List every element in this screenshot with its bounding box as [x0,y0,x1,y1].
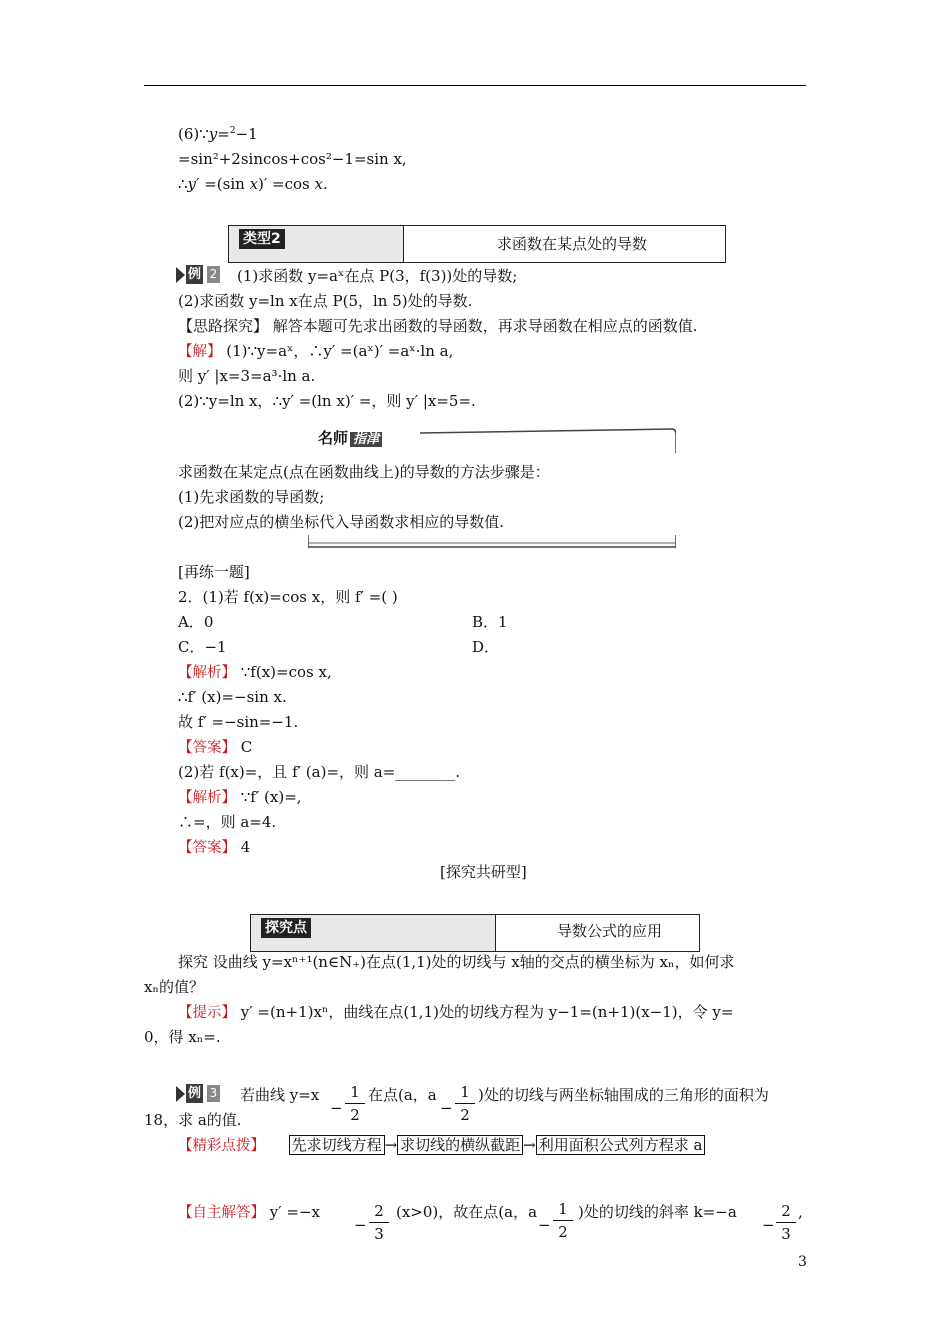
text: y [208,125,218,143]
solution-label: 【解】 [178,344,222,360]
numerator: 2 [781,1202,791,1220]
text-line: (2)∵y=ln x，∴y′ =(ln x)′ =，则 y′ |x=5=. [178,392,476,410]
type-tag: 类型2 [239,229,285,249]
denominator: 3 [374,1225,384,1243]
step-box: 求切线的横纵截距 [397,1135,523,1155]
text: 若曲线 y=x [240,1086,320,1104]
example-number: 2 [207,266,220,283]
divider [495,915,496,951]
text: ∴ [178,175,188,193]
explore-header-box [250,914,700,952]
option-d: D． [472,638,500,656]
text-line [178,124,258,144]
text: (6)∵ [178,125,209,143]
text-line: (2)把对应点的横坐标代入导函数求相应的导数值. [178,513,505,531]
text-line: xₙ的值？ [144,978,204,996]
triangle-icon [176,1086,185,1102]
text-line: 求函数在某定点(点在函数曲线上)的导数的方法步骤是： [178,463,550,481]
text: =(sin [199,175,250,193]
fraction-bar [345,1103,365,1104]
fraction-bar [776,1222,796,1223]
text: y′ =−x [265,1203,321,1221]
text: y′ [187,175,200,193]
explore-title: 导数公式的应用 [557,922,663,940]
option-b: B．1 [472,613,508,631]
text-line [178,174,328,194]
type-title: 求函数在某点处的导数 [497,235,648,253]
section-heading: [探究共研型] [440,863,527,881]
minus-sign: − [330,1099,343,1117]
minus-sign: − [354,1216,367,1234]
text-line: 0，得 xₙ=. [144,1028,221,1046]
text-line: 故 f′ =−sin=−1. [178,713,299,731]
minus-sign: − [538,1216,551,1234]
step-box: 利用面积公式列方程求 a [536,1135,706,1155]
hint-steps [178,1135,705,1156]
denominator: 3 [781,1225,791,1243]
triangle-icon [176,267,185,283]
page-number: 3 [798,1254,807,1270]
hint-label: 【提示】 [178,1005,236,1021]
text: y′ =(n+1)xⁿ，曲线在点(1,1)处的切线方程为 y−1=(n+1)(x−1)，令 y= [236,1003,734,1021]
text: , [798,1203,803,1221]
fraction-bar [455,1103,475,1104]
example-word: 例 [188,267,202,282]
numerator: 2 [374,1202,384,1220]
example-badge [176,265,222,284]
explore-tag: 探究点 [261,918,311,938]
text: ∵f′ (x)=, [236,788,302,806]
analysis-label: 【解析】 [178,790,236,806]
text: = [217,125,230,143]
text: C [236,738,253,756]
fraction [369,1202,389,1243]
fraction [455,1083,475,1124]
example-word: 例 [188,1086,202,1101]
teacher-title [318,427,382,449]
text-line [178,662,332,683]
arrow-icon: → [523,1136,536,1154]
text: ∵f(x)=cos x, [236,663,332,681]
text-line [178,316,698,336]
text-line: 18，求 a的值. [144,1111,242,1129]
type-header-box [228,225,726,263]
option-a: A．0 [178,613,214,631]
minus-sign: − [762,1216,775,1234]
header-rule [144,85,806,86]
text-line: ∴=，则 a=4. [178,813,277,831]
text: x [314,175,323,193]
text: )处的切线的斜率 k=−a [578,1203,737,1221]
example-number: 3 [207,1085,220,1102]
step-box: 先求切线方程 [289,1135,385,1155]
text-line: 则 y′ |x=3=a³·ln a. [178,367,316,385]
text-line [178,737,252,758]
text: )处的切线与两坐标轴围成的三角形的面积为 [478,1086,769,1104]
text-line: [再练一题] [178,563,250,581]
text: 在点(a，a [368,1086,437,1104]
hint-label: 【精彩点拨】 [178,1138,265,1154]
option-c: C．−1 [178,638,227,656]
text: x [249,175,259,193]
question-line: (2)求函数 y=ln x在点 P(5，ln 5)处的导数. [178,292,473,310]
text: −1 [235,125,258,143]
divider [403,226,404,262]
text: )′ =cos [258,175,315,193]
minus-sign: − [440,1099,453,1117]
answer-label: 【答案】 [178,740,236,756]
answer-label: 【答案】 [178,840,236,856]
text-line [178,787,302,808]
teacher-title-a: 名师 [318,429,349,447]
denominator: 2 [350,1106,360,1124]
text: 4 [236,838,251,856]
example-badge [176,1084,222,1103]
fraction [345,1083,365,1124]
label: 【思路探究】 [178,317,269,335]
explore-tag-bg [251,915,495,951]
analysis-label: 【解析】 [178,665,236,681]
fraction-bar [553,1220,573,1221]
text-line: (1)先求函数的导函数; [178,488,325,506]
question-line: (1)求函数 y=aˣ在点 P(3，f(3))处的导数; [237,267,518,285]
text-line: ∴f′ (x)=−sin x. [178,688,287,706]
question-line: (2)若 f(x)=，且 f′ (a)=，则 a=________. [178,763,461,781]
type-tag-bg [229,226,403,262]
denominator: 2 [460,1106,470,1124]
text: 2 [229,126,236,136]
text: . [323,175,328,193]
text-line [178,341,453,362]
question-line: 2．(1)若 f(x)=cos x，则 f′ =( ) [178,588,398,606]
teacher-title-b: 指津 [350,432,382,447]
text-line: 探究 设曲线 y=xⁿ⁺¹(n∈N₊)在点(1,1)处的切线与 x轴的交点的横坐标为 xₙ，如何求 [178,953,735,971]
text-line [178,1202,320,1223]
text: (1)∵y=aˣ，∴y′ =(aˣ)′ =aˣ·ln a, [221,342,454,360]
fraction-bar [369,1222,389,1223]
numerator: 1 [460,1083,470,1101]
numerator: 1 [558,1200,568,1218]
fraction [776,1202,796,1243]
self-answer-label: 【自主解答】 [178,1205,265,1221]
text: 解答本题可先求出函数的导函数，再求导函数在相应点的函数值. [268,317,698,335]
arrow-icon: → [384,1136,398,1154]
text-line [178,837,250,858]
text-line: =sin²+2sincos+cos²−1=sin x, [178,150,407,168]
text: (x>0)，故在点(a，a [396,1203,538,1221]
text-line [178,1002,733,1023]
numerator: 1 [350,1083,360,1101]
denominator: 2 [558,1223,568,1241]
fraction [553,1200,573,1241]
